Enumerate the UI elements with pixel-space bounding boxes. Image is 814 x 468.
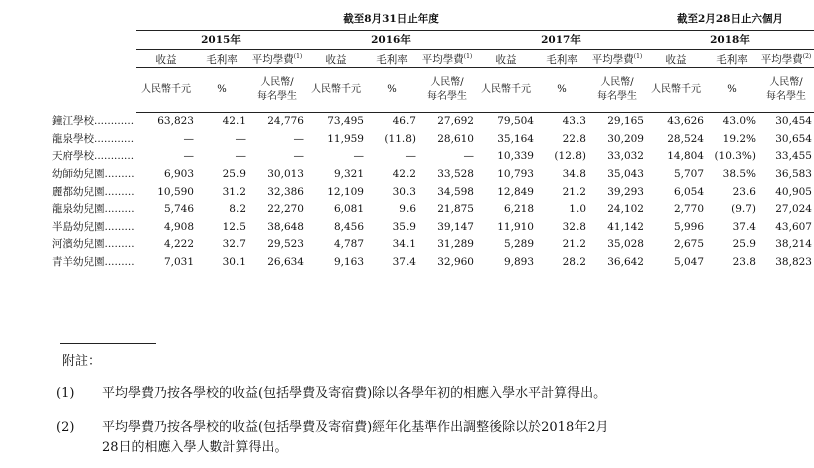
unit-revenue-2016: 人民幣千元: [306, 67, 366, 112]
school-financials-table: [50, 8, 814, 271]
table-cell: 43,607: [775, 220, 812, 233]
table-cell: 5,996: [673, 220, 704, 233]
notes-heading: 附註：: [62, 354, 102, 369]
table-cell: 5,707: [673, 168, 704, 181]
col-revenue-2016: 收益: [306, 50, 366, 68]
year-2015: 2015年: [136, 31, 306, 50]
table-cell: 19.2%: [722, 132, 756, 145]
table-cell: 30,013: [267, 168, 304, 181]
table-cell: 25.9: [732, 238, 756, 251]
table-cell: —: [235, 132, 246, 145]
table-cell: 31,289: [437, 238, 474, 251]
table-cell: 43.3: [562, 115, 586, 128]
table-cell: 31.2: [222, 185, 246, 198]
table-cell: (10.3%): [714, 150, 756, 163]
row-label: 天府學校............: [52, 150, 135, 163]
table-cell: 33,528: [437, 168, 474, 181]
table-cell: 6,903: [163, 168, 194, 181]
table-cell: 38.5%: [722, 168, 756, 181]
table-cell: 28,610: [437, 132, 474, 145]
table-cell: 39,293: [607, 185, 644, 198]
table-cell: 43.0%: [722, 115, 756, 128]
table-cell: 27,024: [775, 203, 812, 216]
table-cell: 30,209: [607, 132, 644, 145]
row-label: 麗都幼兒園.........: [52, 185, 135, 198]
table-cell: 22.8: [562, 132, 586, 145]
table-cell: 9.6: [399, 203, 416, 216]
table-cell: 10,793: [497, 168, 534, 181]
table-cell: 22,270: [267, 203, 304, 216]
note-2-number: (2): [56, 420, 75, 435]
table-row: [50, 112, 814, 130]
table-cell: 34,598: [437, 185, 474, 198]
unit-margin-2015: %: [196, 67, 248, 112]
table-cell: 29,523: [267, 238, 304, 251]
unit-fee-2016: 人民幣/ 每名學生: [418, 67, 476, 112]
row-label: 河濱幼兒園.........: [52, 238, 135, 251]
table-row: [50, 253, 814, 271]
table-cell: —: [235, 150, 246, 163]
table-cell: 30.1: [222, 256, 246, 269]
row-label: 龍泉學校............: [52, 132, 135, 145]
unit-fee-2017: 人民幣/ 每名學生: [588, 67, 646, 112]
row-label: 幼師幼兒園.........: [52, 168, 135, 181]
table-cell: 32,386: [267, 185, 304, 198]
table-cell: 9,163: [333, 256, 364, 269]
col-revenue-2018: 收益: [646, 50, 706, 68]
unit-margin-2016: %: [366, 67, 418, 112]
table-cell: 6,054: [673, 185, 704, 198]
table-cell: 9,321: [333, 168, 364, 181]
table-cell: 41,142: [607, 220, 644, 233]
table-cell: 12.5: [222, 220, 246, 233]
unit-header-row: [50, 67, 814, 112]
table-cell: 37.4: [392, 256, 416, 269]
table-cell: 29,165: [607, 115, 644, 128]
year-header-row: [50, 31, 814, 50]
col-margin-2015: 毛利率: [196, 50, 248, 68]
table-row: [50, 236, 814, 254]
table-cell: —: [463, 150, 474, 163]
unit-margin-2018: %: [706, 67, 758, 112]
table-cell: 4,787: [333, 238, 364, 251]
table-cell: 6,218: [503, 203, 534, 216]
table-cell: 10,339: [497, 150, 534, 163]
table-cell: (12.8): [554, 150, 586, 163]
note-1-number: (1): [56, 386, 75, 401]
table-cell: 33,032: [607, 150, 644, 163]
col-revenue-2017: 收益: [476, 50, 536, 68]
unit-revenue-2018: 人民幣千元: [646, 67, 706, 112]
table-cell: 32.8: [562, 220, 586, 233]
table-cell: 9,893: [503, 256, 534, 269]
table-cell: (11.8): [384, 132, 416, 145]
table-cell: —: [183, 132, 194, 145]
table-cell: 35,028: [607, 238, 644, 251]
col-fee-2016: 平均學費$^{(1)}$: [418, 50, 476, 68]
table-cell: 7,031: [163, 256, 194, 269]
table-cell: 4,908: [163, 220, 194, 233]
table-row: [50, 165, 814, 183]
table-cell: 23.8: [732, 256, 756, 269]
table-cell: 24,102: [607, 203, 644, 216]
table-cell: 34.8: [562, 168, 586, 181]
table-cell: 21,875: [437, 203, 474, 216]
unit-revenue-2015: 人民幣千元: [136, 67, 196, 112]
table-cell: 24,776: [267, 115, 304, 128]
notes-divider: [60, 343, 156, 344]
fiscal-year-header: 截至8月31日止年度: [136, 8, 646, 31]
row-label: 青羊幼兒園.........: [52, 256, 135, 269]
table-cell: 14,804: [667, 150, 704, 163]
table-cell: 42.1: [222, 115, 246, 128]
table-row: [50, 130, 814, 148]
unit-fee-2015: 人民幣/ 每名學生: [248, 67, 306, 112]
table-cell: 37.4: [732, 220, 756, 233]
unit-revenue-2017: 人民幣千元: [476, 67, 536, 112]
table-row: [50, 200, 814, 218]
table-cell: 21.2: [562, 185, 586, 198]
table-cell: 10,590: [157, 185, 194, 198]
col-fee-2017: 平均學費$^{(1)}$: [588, 50, 646, 68]
table-cell: 38,214: [775, 238, 812, 251]
table-cell: 28.2: [562, 256, 586, 269]
col-revenue-2015: 收益: [136, 50, 196, 68]
table-cell: 25.9: [222, 168, 246, 181]
table-cell: 35,164: [497, 132, 534, 145]
note-1-text: 平均學費乃按各學校的收益(包括學費及寄宿費)除以各學年初的相應入學水平計算得出。: [102, 386, 607, 401]
six-month-header: 截至2月28日止六個月: [646, 8, 814, 31]
table-row: [50, 148, 814, 166]
table-cell: 63,823: [157, 115, 194, 128]
table-cell: 34.1: [392, 238, 416, 251]
table-cell: 27,692: [437, 115, 474, 128]
table-cell: 42.2: [392, 168, 416, 181]
col-margin-2018: 毛利率: [706, 50, 758, 68]
table-cell: 11,910: [497, 220, 534, 233]
table-cell: 46.7: [392, 115, 416, 128]
row-label: 鐘江學校............: [52, 115, 135, 128]
table-cell: 73,495: [327, 115, 364, 128]
table-cell: 30,654: [775, 132, 812, 145]
table-cell: 79,504: [497, 115, 534, 128]
col-margin-2017: 毛利率: [536, 50, 588, 68]
note-2-text-line1: 平均學費乃按各學校的收益(包括學費及寄宿費)經年化基準作出調整後除以於2018年2月: [102, 420, 609, 435]
table-cell: (9.7): [731, 203, 756, 216]
table-cell: 38,648: [267, 220, 304, 233]
table-cell: 26,634: [267, 256, 304, 269]
table-cell: 36,642: [607, 256, 644, 269]
table-cell: 30.3: [392, 185, 416, 198]
table-cell: 12,109: [327, 185, 364, 198]
table-cell: —: [183, 150, 194, 163]
col-fee-2015: 平均學費$^{(1)}$: [248, 50, 306, 68]
table-cell: 5,047: [673, 256, 704, 269]
column-header-row: [50, 50, 814, 68]
table-cell: 30,454: [775, 115, 812, 128]
unit-margin-2017: %: [536, 67, 588, 112]
table-cell: 36,583: [775, 168, 812, 181]
year-2018: 2018年: [646, 31, 814, 50]
col-margin-2016: 毛利率: [366, 50, 418, 68]
table-cell: —: [405, 150, 416, 163]
table-cell: 33,455: [775, 150, 812, 163]
table-cell: 6,081: [333, 203, 364, 216]
table-cell: 11,959: [327, 132, 364, 145]
table-cell: 32,960: [437, 256, 474, 269]
table-cell: 2,770: [673, 203, 704, 216]
table-cell: 35,043: [607, 168, 644, 181]
year-2016: 2016年: [306, 31, 476, 50]
year-2017: 2017年: [476, 31, 646, 50]
col-fee-2018: 平均學費$^{(2)}$: [758, 50, 814, 68]
table-cell: —: [353, 150, 364, 163]
note-2-text: [102, 418, 802, 458]
table-cell: 8,456: [333, 220, 364, 233]
table-cell: 38,823: [775, 256, 812, 269]
row-label: 龍泉幼兒園.........: [52, 203, 135, 216]
table-cell: 1.0: [569, 203, 586, 216]
table-cell: 5,746: [163, 203, 194, 216]
table-cell: —: [293, 132, 304, 145]
table-cell: 5,289: [503, 238, 534, 251]
table-cell: 32.7: [222, 238, 246, 251]
table-cell: 4,222: [163, 238, 194, 251]
table-cell: 35.9: [392, 220, 416, 233]
table-row: [50, 218, 814, 236]
period-header-row: [50, 8, 814, 31]
table-cell: 40,905: [775, 185, 812, 198]
table-row: [50, 183, 814, 201]
table-cell: 28,524: [667, 132, 704, 145]
table-cell: —: [293, 150, 304, 163]
table-cell: 43,626: [667, 115, 704, 128]
note-2-text-line2: 28日的相應入學人數計算得出。: [102, 440, 288, 455]
table-cell: 8.2: [229, 203, 246, 216]
unit-fee-2018: 人民幣/ 每名學生: [758, 67, 814, 112]
table-cell: 12,849: [497, 185, 534, 198]
table-cell: 21.2: [562, 238, 586, 251]
row-label: 半島幼兒園.........: [52, 220, 135, 233]
table-cell: 23.6: [732, 185, 756, 198]
table-cell: 39,147: [437, 220, 474, 233]
table-cell: 2,675: [673, 238, 704, 251]
